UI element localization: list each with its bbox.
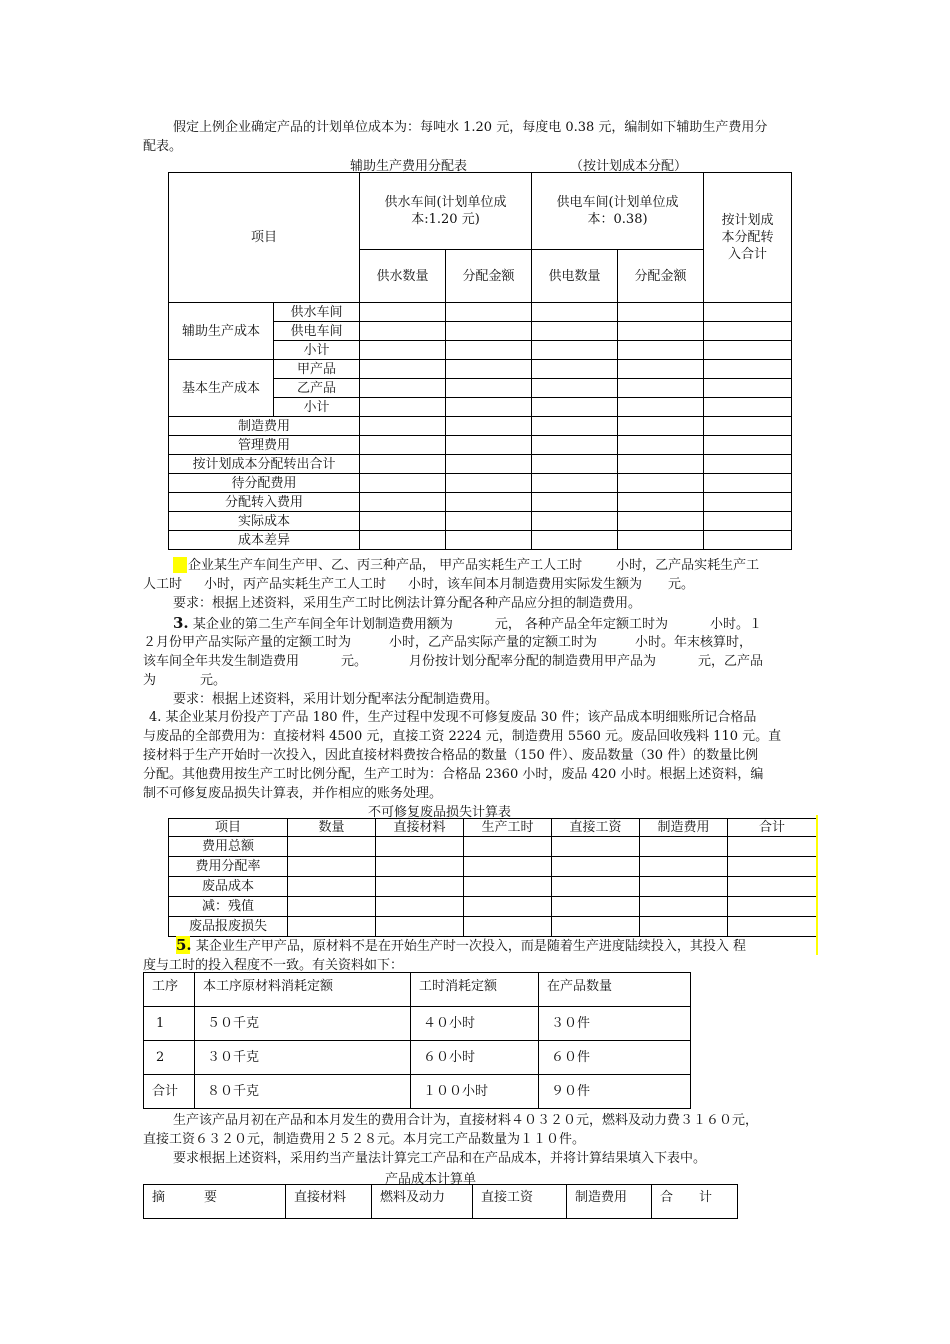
q3-requirement: 要求：根据上述资料，采用计划分配率法分配制造费用。 (173, 692, 499, 707)
q3-line-4 (143, 671, 226, 690)
cell (446, 531, 532, 550)
cell (704, 341, 792, 360)
header-power-qty: 供电数量 (532, 250, 618, 303)
highlight-bar (816, 815, 818, 955)
cell (376, 917, 464, 937)
cell (464, 897, 552, 917)
cell: ６０件 (539, 1041, 691, 1075)
cell (288, 917, 376, 937)
cell (532, 474, 618, 493)
row-label: 甲产品 (274, 360, 360, 379)
row-label: 制造费用 (169, 417, 360, 436)
q4-line: 接材料于生产开始时一次投入，因此直接材料费按合格品的数量（150 件）、废品数量（30 件）的数量比例 (143, 748, 759, 763)
q5-number: 5. (176, 936, 192, 954)
intro-line-1: 假定上例企业确定产品的计划单位成本为：每吨水 1.20 元，每度电 0.38 元，编制如下辅助生产费用分 (173, 120, 768, 135)
cell (360, 493, 446, 512)
table-row (144, 1041, 691, 1075)
cell (360, 341, 446, 360)
cell (360, 474, 446, 493)
cell (704, 455, 792, 474)
q2-text-1: 企业某生产车间生产甲、乙、丙三种产品， 甲产品实耗生产工人工时 (188, 558, 583, 573)
cell: ９０件 (539, 1075, 691, 1109)
row-label: 管理费用 (169, 436, 360, 455)
cell (360, 379, 446, 398)
q3-text-1a: 某企业的第二生产车间全年计划制造费用额为 (192, 617, 453, 632)
q2-text-2b: 小时，丙产品实耗生产工人工时 (204, 577, 387, 592)
cell (704, 436, 792, 455)
cell (618, 360, 704, 379)
q3-text-4b: 元。 (200, 673, 227, 688)
row-label: 分配转入费用 (169, 493, 360, 512)
cell (552, 857, 640, 877)
table4-title: 产品成本计算单 (385, 1172, 477, 1187)
cell (618, 531, 704, 550)
q3-text-3c: 月份按计划分配率分配的制造费用甲产品为 (409, 654, 657, 669)
row-label: 成本差异 (169, 531, 360, 550)
cell (532, 379, 618, 398)
q3-text-3a: 该车间全年共发生制造费用 (143, 654, 300, 669)
cell (618, 379, 704, 398)
cell (640, 877, 728, 897)
intro-line-2: 配表。 (143, 139, 183, 154)
row-label: 供水车间 (274, 303, 360, 322)
header-item: 项目 (169, 173, 360, 303)
q3-text-2a: ２月份甲产品实际产量的定额工时为 (143, 635, 352, 650)
cell (532, 341, 618, 360)
cell (446, 341, 532, 360)
row-label: 废品报废损失 (169, 917, 288, 937)
cell (464, 837, 552, 857)
cell (446, 455, 532, 474)
cell: ４０小时 (411, 1007, 539, 1041)
cell (618, 303, 704, 322)
cell (446, 436, 532, 455)
cell: 1 (144, 1007, 195, 1041)
cell (728, 877, 817, 897)
header-water-shop: 供水车间(计划单位成本:1.20 元) (360, 173, 532, 250)
cell (640, 917, 728, 937)
cell (360, 531, 446, 550)
header-planned-total: 按计划成本分配转入合计 (704, 173, 792, 303)
cell (446, 474, 532, 493)
header-power-shop: 供电车间(计划单位成本：0.38) (532, 173, 704, 250)
q3-text-2b: 小时，乙产品实际产量的定额工时为 (389, 635, 598, 650)
cell (704, 322, 792, 341)
q4-line: 4. 某企业某月份投产丁产品 180 件，生产过程中发现不可修复废品 30 件；该产品成本明细账所记合格品 (149, 710, 757, 725)
q3-line-1 (173, 614, 762, 634)
cell (704, 512, 792, 531)
cell (704, 398, 792, 417)
row-label: 小计 (274, 398, 360, 417)
cell (446, 512, 532, 531)
q3-number: 3. (173, 614, 189, 632)
cell (532, 398, 618, 417)
cell (704, 303, 792, 322)
cell (618, 322, 704, 341)
row-label: 废品成本 (169, 877, 288, 897)
col-header: 生产工时 (464, 819, 552, 837)
cell (532, 512, 618, 531)
q4-line: 制不可修复废品损失计算表，并作相应的账务处理。 (143, 786, 443, 801)
col-header: 本工序原材料消耗定额 (195, 973, 411, 1007)
col-header: 合 计 (652, 1185, 738, 1219)
cell: 合计 (144, 1075, 195, 1109)
cell (618, 417, 704, 436)
col-header: 工时消耗定额 (411, 973, 539, 1007)
q2-text-2c: 小时，该车间本月制造费用实际发生额为 (408, 577, 643, 592)
cell (376, 897, 464, 917)
row-label: 小计 (274, 341, 360, 360)
row-label: 乙产品 (274, 379, 360, 398)
cell (704, 360, 792, 379)
q2-text-2d: 元。 (668, 577, 695, 592)
cell (360, 303, 446, 322)
cell (552, 897, 640, 917)
cell (532, 436, 618, 455)
cell (640, 857, 728, 877)
cell (552, 917, 640, 937)
cell (618, 512, 704, 531)
col-header: 合计 (728, 819, 817, 837)
cell: ５０千克 (195, 1007, 411, 1041)
col-header: 直接工资 (552, 819, 640, 837)
col-header: 项目 (169, 819, 288, 837)
q3-text-4a: 为 (143, 673, 157, 688)
cell (704, 417, 792, 436)
cell (288, 877, 376, 897)
cell (376, 857, 464, 877)
col-header: 摘 要 (144, 1185, 286, 1219)
col-header: 在产品数量 (539, 973, 691, 1007)
cell (376, 877, 464, 897)
q3-text-1b: 元， 各种产品全年定额工时为 (494, 617, 668, 632)
group-basic-label: 基本生产成本 (169, 360, 274, 417)
q5b-requirement: 要求根据上述资料，采用约当产量法计算完工产品和在产品成本，并将计算结果填入下表中。 (173, 1151, 707, 1166)
cell (288, 837, 376, 857)
cell (360, 398, 446, 417)
cell (446, 493, 532, 512)
cell (728, 917, 817, 937)
header-water-qty: 供水数量 (360, 250, 446, 303)
group-aux-label: 辅助生产成本 (169, 303, 274, 360)
cell (618, 436, 704, 455)
cell (532, 417, 618, 436)
cell (446, 379, 532, 398)
q3-text-1c: 小时。１ (709, 617, 762, 632)
product-cost-sheet (143, 1184, 738, 1219)
col-header: 数量 (288, 819, 376, 837)
cell (552, 837, 640, 857)
row-label: 费用总额 (169, 837, 288, 857)
cell (532, 360, 618, 379)
row-label: 减：残值 (169, 897, 288, 917)
cell (360, 417, 446, 436)
q4-line: 与废品的全部费用为：直接材料 4500 元，直接工资 2224 元，制造费用 5560 元。废品回收残料 110 元。直 (143, 729, 782, 744)
cell (532, 322, 618, 341)
cell (464, 857, 552, 877)
cell (728, 857, 817, 877)
cell (464, 877, 552, 897)
cell: ６０小时 (411, 1041, 539, 1075)
cell (618, 398, 704, 417)
highlight-marker (173, 557, 187, 573)
process-quota-table (143, 972, 691, 1109)
cell (618, 455, 704, 474)
col-header: 直接材料 (286, 1185, 372, 1219)
q5b-line-2: 直接工资６３２０元，制造费用２５２８元。本月完工产品数量为１１０件。 (143, 1132, 586, 1147)
cell (728, 897, 817, 917)
cell (532, 493, 618, 512)
cell (360, 512, 446, 531)
cell (288, 897, 376, 917)
row-label: 费用分配率 (169, 857, 288, 877)
q3-text-3b: 元。 (341, 654, 368, 669)
q5-line-2: 度与工时的投入程度不一致。有关资料如下： (143, 958, 404, 973)
q3-line-3 (143, 652, 763, 671)
cell (618, 474, 704, 493)
cell (704, 531, 792, 550)
cell (618, 493, 704, 512)
cell (376, 837, 464, 857)
q4-line: 分配。其他费用按生产工时比例分配，生产工时为：合格品 2360 小时，废品 420 小时。根据上述资料，编 (143, 767, 764, 782)
q3-line-2 (143, 633, 752, 652)
table2-title: 不可修复废品损失计算表 (368, 805, 512, 820)
cell (532, 303, 618, 322)
row-label: 实际成本 (169, 512, 360, 531)
q5b-paragraph (143, 1111, 811, 1168)
cell (532, 531, 618, 550)
cell (618, 341, 704, 360)
cell (360, 360, 446, 379)
header-water-amount: 分配金额 (446, 250, 532, 303)
cell (446, 360, 532, 379)
col-header: 直接材料 (376, 819, 464, 837)
q3-text-3d: 元，乙产品 (698, 654, 764, 669)
cell (704, 379, 792, 398)
cell (532, 455, 618, 474)
q5-line-1 (176, 936, 746, 956)
row-label: 待分配费用 (169, 474, 360, 493)
cell (360, 455, 446, 474)
cell (288, 857, 376, 877)
table-row (144, 1075, 691, 1109)
q2-line-2 (143, 575, 694, 594)
col-header: 燃料及动力 (372, 1185, 473, 1219)
cell (464, 917, 552, 937)
cell (704, 474, 792, 493)
cell (640, 897, 728, 917)
cell (446, 322, 532, 341)
cell (704, 493, 792, 512)
header-power-amount: 分配金额 (618, 250, 704, 303)
cell (728, 837, 817, 857)
q3-text-2c: 小时。年末核算时， (635, 635, 753, 650)
cell (360, 436, 446, 455)
table-row (144, 1007, 691, 1041)
col-header: 制造费用 (567, 1185, 652, 1219)
q5b-line-1: 生产该产品月初在产品和本月发生的费用合计为，直接材料４０３２０元，燃料及动力费３１６０元， (173, 1113, 759, 1128)
q2-text-2a: 人工时 (143, 577, 183, 592)
table1-subtitle: （按计划成本分配） (570, 159, 688, 174)
q2-line-1 (188, 556, 759, 575)
cell: ３０件 (539, 1007, 691, 1041)
cell (446, 398, 532, 417)
row-label: 供电车间 (274, 322, 360, 341)
row-label: 按计划成本分配转出合计 (169, 455, 360, 474)
cell: ３０千克 (195, 1041, 411, 1075)
cell (446, 417, 532, 436)
table1-title: 辅助生产费用分配表 (350, 159, 468, 174)
q2-requirement: 要求：根据上述资料，采用生产工时比例法计算分配各种产品应分担的制造费用。 (173, 596, 642, 611)
cell (360, 322, 446, 341)
cell (640, 837, 728, 857)
cell: ８０千克 (195, 1075, 411, 1109)
q4-paragraph (143, 708, 811, 803)
col-header: 制造费用 (640, 819, 728, 837)
scrap-loss-table (168, 818, 817, 937)
col-header: 直接工资 (473, 1185, 567, 1219)
intro-paragraph (143, 118, 811, 156)
q5-text-1: 某企业生产甲产品，原材料不是在开始生产时一次投入，而是随着生产进度陆续投入，其投入 程 (195, 939, 746, 954)
cell (446, 303, 532, 322)
q2-text-1b: 小时，乙产品实耗生产工 (616, 558, 760, 573)
cell (552, 877, 640, 897)
cell: １００小时 (411, 1075, 539, 1109)
auxiliary-cost-allocation-table (168, 172, 792, 550)
cell: 2 (144, 1041, 195, 1075)
col-header: 工序 (144, 973, 195, 1007)
